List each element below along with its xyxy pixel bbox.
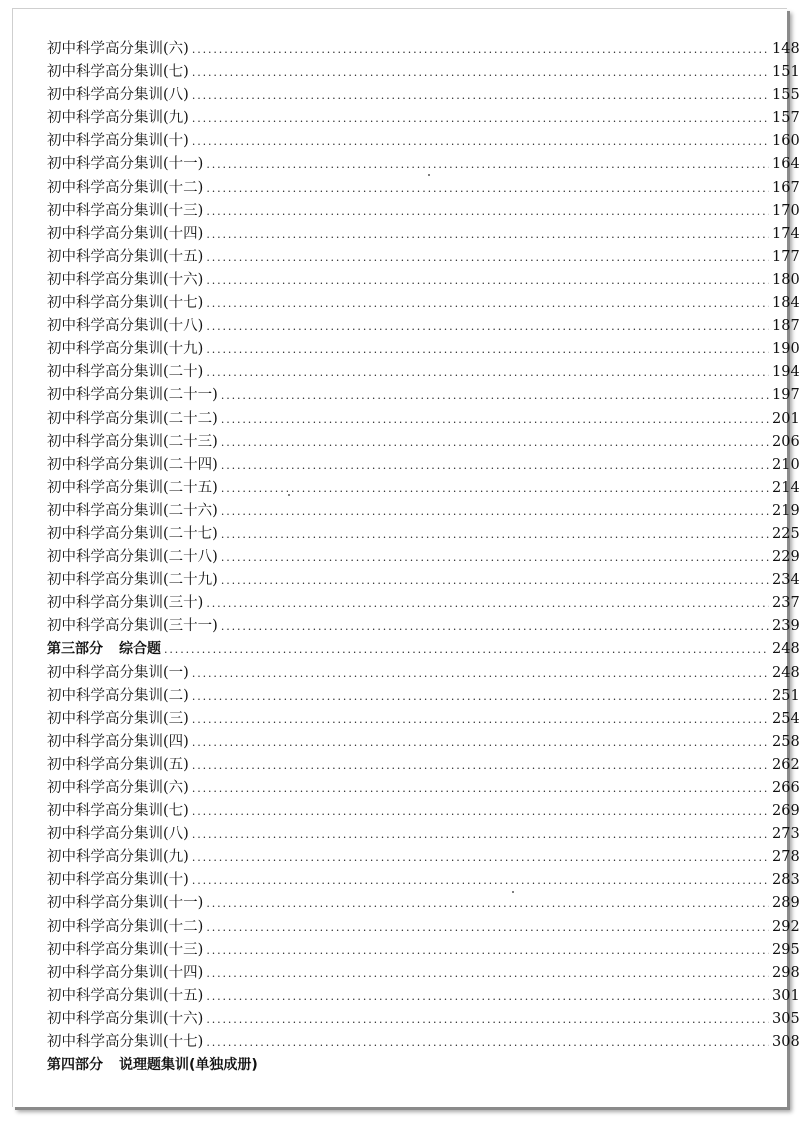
toc-entry-title: 初中科学高分集训(十六): [47, 271, 204, 288]
toc-entry-title: 初中科学高分集训(十五): [47, 987, 204, 1004]
dot-leader: [221, 408, 769, 431]
section-title: [47, 1054, 258, 1077]
toc-entry: [47, 431, 800, 454]
page-number: 258: [772, 733, 800, 750]
page-number: 197: [772, 387, 800, 404]
dot-leader: [206, 315, 769, 338]
scan-speck: [428, 174, 430, 176]
toc-entry: [47, 200, 800, 223]
toc-entry: [47, 523, 800, 546]
toc-entry: [47, 708, 800, 731]
toc-entry: [47, 177, 800, 200]
toc-entry-title: 初中科学高分集训(十九): [47, 341, 204, 358]
page-number: 269: [772, 803, 800, 820]
toc-entry-title: 初中科学高分集训(十一): [47, 895, 204, 912]
page-number: 174: [772, 225, 800, 242]
page-number: 248: [772, 641, 800, 658]
toc-entry: [47, 1031, 800, 1054]
toc-entry: [47, 477, 800, 500]
toc-entry-title: 初中科学高分集训(十六): [47, 1010, 204, 1027]
page-number: 289: [772, 895, 800, 912]
toc-entry-title: 初中科学高分集训(十): [47, 133, 189, 150]
page-number: 180: [772, 271, 800, 288]
dot-leader: [192, 130, 769, 153]
page-number: 177: [772, 248, 800, 265]
toc-entry-title: 初中科学高分集训(六): [47, 41, 189, 57]
toc-entry-title: 初中科学高分集训(二十六): [47, 502, 218, 519]
page-number: 225: [772, 525, 800, 542]
page-number: 214: [772, 479, 800, 496]
dot-leader: [206, 592, 769, 615]
toc-section-heading: [47, 638, 800, 661]
scan-speck: [512, 891, 514, 893]
dot-leader: [221, 454, 769, 477]
toc-entry-title: 初中科学高分集训(九): [47, 849, 189, 866]
dot-leader: [192, 107, 769, 130]
toc-entry-title: 初中科学高分集训(二): [47, 687, 189, 704]
page-number: 292: [772, 918, 800, 935]
toc-entry: [47, 315, 800, 338]
scan-speck: [288, 494, 290, 496]
toc-entry: [47, 1008, 800, 1031]
page-number: 283: [772, 872, 800, 889]
page-number: 298: [772, 964, 800, 981]
toc-entry-title: 初中科学高分集训(十一): [47, 156, 204, 173]
toc-entry: [47, 592, 800, 615]
dot-leader: [192, 777, 769, 800]
dot-leader: [192, 823, 769, 846]
page-number: 170: [772, 202, 800, 219]
dot-leader: [206, 223, 769, 246]
dot-leader: [206, 1008, 769, 1031]
toc-entry: [47, 246, 800, 269]
page-number: 301: [772, 987, 800, 1004]
page-number: 239: [772, 618, 800, 635]
toc-entry-title: 初中科学高分集训(二十三): [47, 433, 218, 450]
toc-entry-title: 初中科学高分集训(十八): [47, 318, 204, 335]
page-number: 194: [772, 364, 800, 381]
toc-entry-title: 初中科学高分集训(六): [47, 780, 189, 796]
toc-entry-title: 初中科学高分集训(十三): [47, 941, 204, 958]
toc-entry-title: 初中科学高分集训(二十): [47, 364, 204, 381]
toc-entry: [47, 338, 800, 361]
page-number: 167: [772, 179, 800, 196]
dot-leader: [221, 523, 769, 546]
toc-entry: [47, 269, 800, 292]
dot-leader: [221, 431, 769, 454]
dot-leader: [206, 292, 769, 315]
page-number: 254: [772, 710, 800, 727]
toc-entry-title: 初中科学高分集训(十二): [47, 179, 204, 196]
page-number: 219: [772, 502, 800, 519]
toc-entry-title: 初中科学高分集训(十二): [47, 918, 204, 935]
page-number: 295: [772, 941, 800, 958]
page-number: 308: [772, 1034, 800, 1051]
dot-leader: [206, 200, 769, 223]
page-number: 187: [772, 318, 800, 335]
toc-entry-title: 初中科学高分集训(十): [47, 872, 189, 889]
dot-leader: [192, 662, 769, 685]
toc-entry: [47, 61, 800, 84]
toc-entry: [47, 384, 800, 407]
section-title: [47, 638, 161, 661]
page-number: 164: [772, 156, 800, 173]
toc-entry: [47, 454, 800, 477]
toc-entry: [47, 777, 800, 800]
toc-entry-title: 初中科学高分集训(十五): [47, 248, 204, 265]
toc-entry-title: 初中科学高分集训(十四): [47, 964, 204, 981]
toc-entry: [47, 223, 800, 246]
dot-leader: [206, 269, 769, 292]
dot-leader: [192, 869, 769, 892]
toc-entry-title: 初中科学高分集训(三): [47, 710, 189, 727]
table-of-contents: [47, 38, 800, 1077]
dot-leader: [192, 84, 769, 107]
dot-leader: [206, 962, 769, 985]
page-number: 273: [772, 826, 800, 843]
dot-leader: [192, 685, 769, 708]
toc-entry: [47, 38, 800, 61]
dot-leader: [164, 638, 769, 661]
toc-entry: [47, 962, 800, 985]
toc-entry: [47, 869, 800, 892]
dot-leader: [206, 939, 769, 962]
dot-leader: [221, 477, 769, 500]
toc-entry-title: 初中科学高分集训(二十二): [47, 410, 218, 427]
dot-leader: [192, 731, 769, 754]
dot-leader: [192, 61, 769, 84]
page-number: 184: [772, 295, 800, 312]
dot-leader: [206, 892, 769, 915]
toc-entry-title: 初中科学高分集训(二十七): [47, 525, 218, 542]
page-number: 155: [772, 87, 800, 104]
dot-leader: [206, 985, 769, 1008]
dot-leader: [206, 916, 769, 939]
page-number: 206: [772, 433, 800, 450]
toc-entry: [47, 500, 800, 523]
toc-entry-title: 初中科学高分集训(一): [47, 664, 189, 681]
toc-entry-title: 初中科学高分集训(十七): [47, 1034, 204, 1051]
toc-entry: [47, 361, 800, 384]
toc-entry-title: 初中科学高分集训(十七): [47, 295, 204, 312]
dot-leader: [192, 754, 769, 777]
toc-entry-title: 初中科学高分集训(三十一): [47, 618, 218, 635]
toc-entry: [47, 84, 800, 107]
toc-entry: [47, 939, 800, 962]
page-number: 278: [772, 849, 800, 866]
dot-leader: [206, 338, 769, 361]
page-number: 229: [772, 549, 800, 566]
toc-entry: [47, 662, 800, 685]
toc-entry: [47, 800, 800, 823]
toc-entry-title: 初中科学高分集训(二十一): [47, 387, 218, 404]
toc-entry: [47, 685, 800, 708]
page-number: 210: [772, 456, 800, 473]
dot-leader: [221, 615, 769, 638]
dot-leader: [206, 246, 769, 269]
toc-entry: [47, 292, 800, 315]
dot-leader: [192, 846, 769, 869]
toc-entry: [47, 823, 800, 846]
page-number: 201: [772, 410, 800, 427]
page-number: 190: [772, 341, 800, 358]
toc-entry-title: 初中科学高分集训(三十): [47, 595, 204, 612]
toc-entry-title: 初中科学高分集训(二十八): [47, 549, 218, 566]
toc-entry-title: 初中科学高分集训(十三): [47, 202, 204, 219]
page-number: 148: [772, 41, 800, 57]
toc-entry: [47, 408, 800, 431]
page-number: 151: [772, 64, 800, 81]
page-number: 248: [772, 664, 800, 681]
dot-leader: [192, 38, 769, 61]
page-number: 234: [772, 572, 800, 589]
toc-entry-title: 初中科学高分集训(十四): [47, 225, 204, 242]
toc-entry-title: 初中科学高分集训(四): [47, 733, 189, 750]
toc-entry: [47, 569, 800, 592]
toc-entry-title: 初中科学高分集训(七): [47, 64, 189, 81]
toc-entry-title: 初中科学高分集训(五): [47, 756, 189, 773]
toc-entry-title: 初中科学高分集训(八): [47, 826, 189, 843]
toc-entry: [47, 916, 800, 939]
page-number: 266: [772, 780, 800, 796]
toc-entry: [47, 754, 800, 777]
dot-leader: [192, 708, 769, 731]
dot-leader: [221, 384, 769, 407]
toc-entry-title: 初中科学高分集训(二十四): [47, 456, 218, 473]
dot-leader: [206, 153, 769, 176]
toc-entry: [47, 892, 800, 915]
page-number: 160: [772, 133, 800, 150]
section-name: 综合题: [119, 641, 161, 658]
page-number: 262: [772, 756, 800, 773]
section-name: 说理题集训(单独成册): [119, 1057, 258, 1074]
toc-entry: [47, 153, 800, 176]
dot-leader: [192, 800, 769, 823]
dot-leader: [206, 177, 769, 200]
toc-entry-title: 初中科学高分集训(八): [47, 87, 189, 104]
toc-entry-title: 初中科学高分集训(二十五): [47, 479, 218, 496]
toc-entry: [47, 615, 800, 638]
toc-entry: [47, 985, 800, 1008]
page-number: 237: [772, 595, 800, 612]
toc-entry: [47, 731, 800, 754]
toc-entry: [47, 546, 800, 569]
section-label: 第四部分: [47, 1057, 103, 1074]
toc-entry: [47, 846, 800, 869]
page-number: 251: [772, 687, 800, 704]
toc-section-heading: [47, 1054, 800, 1077]
dot-leader: [221, 569, 769, 592]
dot-leader: [221, 546, 769, 569]
page-number: 157: [772, 110, 800, 127]
toc-entry-title: 初中科学高分集训(二十九): [47, 572, 218, 589]
toc-entry-title: 初中科学高分集训(九): [47, 110, 189, 127]
dot-leader: [206, 1031, 769, 1054]
page-number: 305: [772, 1010, 800, 1027]
section-label: 第三部分: [47, 641, 103, 658]
dot-leader: [221, 500, 769, 523]
toc-entry-title: 初中科学高分集训(七): [47, 803, 189, 820]
toc-entry: [47, 107, 800, 130]
toc-entry: [47, 130, 800, 153]
dot-leader: [206, 361, 769, 384]
